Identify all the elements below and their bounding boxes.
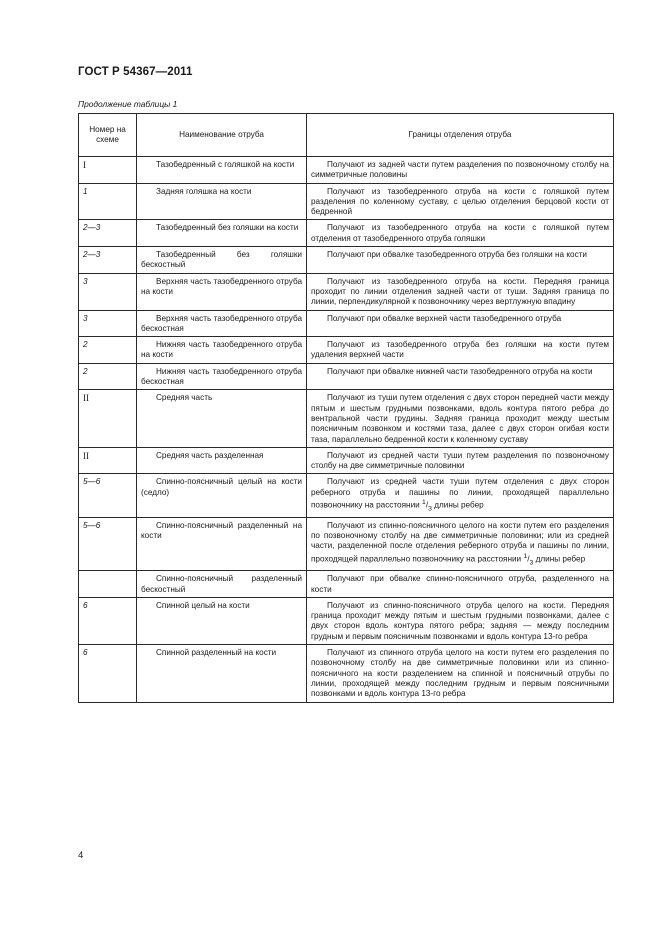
row-description: Получают из спинно-поясничного целого на кости путем его разделения по позвоночному столбу на две симметричные половинки; или из средней части, разделенной после отделения реберного отруба и пашины по линии, проходящей параллельно позвоночнику на расстоянии $^1/_3$ длины ребер: [307, 517, 614, 571]
table-row: [79, 220, 614, 247]
row-description: Получают из туши путем отделения с двух сторон передней части между пятым и шестым грудными позвонками, вдоль контура пятого ребра до вентральной части грудины. Задняя граница проходит между шестым поясничным позвонком и костями таза, далее с двух сторон огибая кости таза, параллельно бедренной кости к коленному суставу: [307, 390, 614, 447]
row-name: Спинной разделенный на кости: [137, 645, 307, 702]
row-description: Получают из спинного отруба целого на кости путем его разделения по позвоночному столбу на две симметричные половинки или из спинно-поясничного на кости разделением на спинной и поясничный отрубы по линии, проходящей между последним грудным и первым поясничными позвонками и вдоль контура 13-го ребра: [307, 645, 614, 702]
row-number: 2—3: [79, 220, 137, 247]
row-description: Получают из спинно-поясничного отруба целого на кости. Передняя граница проходит между пятым и шестым грудными позвонками, далее с двух сторон вдоль контура пятого ребра; задняя — между последним грудным и первым поясничным позвонками и вдоль контура 13-го ребра: [307, 597, 614, 644]
row-description-text: Получают из спинно-поясничного целого на кости путем его разделения по позвоночному столбу на две симметричные половинки; или из средней части, разделенной после отделения реберного отруба и пашины по линии, проходящей параллельно позвоночнику на расстоянии: [311, 520, 609, 564]
row-description: Получают из тазобедренного отруба на кости. Передняя граница проходит по линии отделения задней части от туши. Задняя граница по линии, перпендикулярной к позвоночнику через вертлужную впадину: [307, 273, 614, 310]
page-number: 4: [78, 850, 84, 861]
row-name: Тазобедренный без голяшки на кости: [137, 220, 307, 247]
row-name: Спинно-поясничный целый на кости (седло): [137, 474, 307, 517]
table-row: [79, 447, 614, 474]
row-name: Спинно-поясничный разделенный бескостный: [137, 571, 307, 598]
row-name: Тазобедренный без голяшки бескостный: [137, 247, 307, 274]
row-number: 1: [79, 183, 137, 220]
row-description: Получают из средней части туши путем отделения с двух сторон реберного отруба и пашины по линии, проходящей параллельно позвоночнику на расстоянии $^1/_3$ длины ребер: [307, 474, 614, 517]
row-description: Получают из тазобедренного отруба без голяшки на кости путем удаления верхней части: [307, 337, 614, 364]
fraction-denominator: 3: [529, 558, 534, 566]
table-row: [79, 517, 614, 571]
row-number: [79, 571, 137, 598]
table-row: [79, 157, 614, 184]
table-row: [79, 310, 614, 337]
table-row: [79, 337, 614, 364]
row-name: Нижняя часть тазобедренного отруба бескостная: [137, 363, 307, 390]
row-description-end: длины ребер: [434, 500, 484, 510]
row-name: Задняя голяшка на кости: [137, 183, 307, 220]
fraction-denominator: 3: [428, 505, 432, 513]
table-row: [79, 247, 614, 274]
row-description-end: длины ребер: [535, 554, 586, 564]
row-number: II: [79, 447, 137, 474]
table-row: [79, 571, 614, 598]
document-title: ГОСТ Р 54367—2011: [78, 66, 193, 78]
row-description: Получают из средней части туши путем разделения по позвоночному столбу на две симметричные половинки: [307, 447, 614, 474]
row-description: Получают при обвалке нижней части тазобедренного отруба на кости: [307, 363, 614, 390]
fraction-numerator: 1: [422, 499, 426, 507]
row-description-text: Получают из средней части туши путем отделения с двух сторон реберного отруба и пашины по линии, проходящей параллельно позвоночнику на расстоянии: [311, 477, 609, 510]
row-description: Получают при обвалке тазобедренного отруба без голяшки на кости: [307, 247, 614, 274]
table-row: [79, 273, 614, 310]
table-row: [79, 363, 614, 390]
row-number: 2: [79, 337, 137, 364]
header-number: Номер на схеме: [79, 114, 137, 157]
fraction-numerator: 1: [523, 552, 528, 560]
table-caption: Продолжение таблицы 1: [78, 99, 178, 109]
row-name: Верхняя часть тазобедренного отруба на кости: [137, 273, 307, 310]
row-name: Спинно-поясничный разделенный на кости: [137, 517, 307, 571]
row-number: 2—3: [79, 247, 137, 274]
cuts-table: [78, 113, 614, 703]
row-description: Получают из задней части путем разделения по позвоночному столбу на симметричные половины: [307, 157, 614, 184]
row-number: 6: [79, 597, 137, 644]
row-name: Средняя часть: [137, 390, 307, 447]
row-description: Получают при обвалке спинно-поясничного отруба, разделенного на кости: [307, 571, 614, 598]
table-row: [79, 645, 614, 702]
row-number: 5—6: [79, 517, 137, 571]
row-number: 2: [79, 363, 137, 390]
row-name: Средняя часть разделенная: [137, 447, 307, 474]
table-row: [79, 474, 614, 517]
row-number: II: [79, 390, 137, 447]
row-number: 3: [79, 310, 137, 337]
table-header-row: [79, 114, 614, 157]
row-description: Получают при обвалке верхней части тазобедренного отруба: [307, 310, 614, 337]
row-name: Нижняя часть тазобедренного отруба на кости: [137, 337, 307, 364]
row-number: I: [79, 157, 137, 184]
row-name: Тазобедренный с голяшкой на кости: [137, 157, 307, 184]
row-number: 6: [79, 645, 137, 702]
row-number: 3: [79, 273, 137, 310]
table-row: [79, 183, 614, 220]
header-name: Наименование отруба: [137, 114, 307, 157]
table-row: [79, 597, 614, 644]
row-description: Получают из тазобедренного отруба на кости с голяшкой путем разделения по коленному суставу, с целью отделения берцовой кости от бедренной: [307, 183, 614, 220]
header-boundaries: Границы отделения отруба: [307, 114, 614, 157]
row-description: Получают из тазобедренного отруба на кости с голяшкой путем отделения от тазобедренного отруба голяшки: [307, 220, 614, 247]
table-row: [79, 390, 614, 447]
row-name: Верхняя часть тазобедренного отруба бескостная: [137, 310, 307, 337]
row-number: 5—6: [79, 474, 137, 517]
row-name: Спинной целый на кости: [137, 597, 307, 644]
